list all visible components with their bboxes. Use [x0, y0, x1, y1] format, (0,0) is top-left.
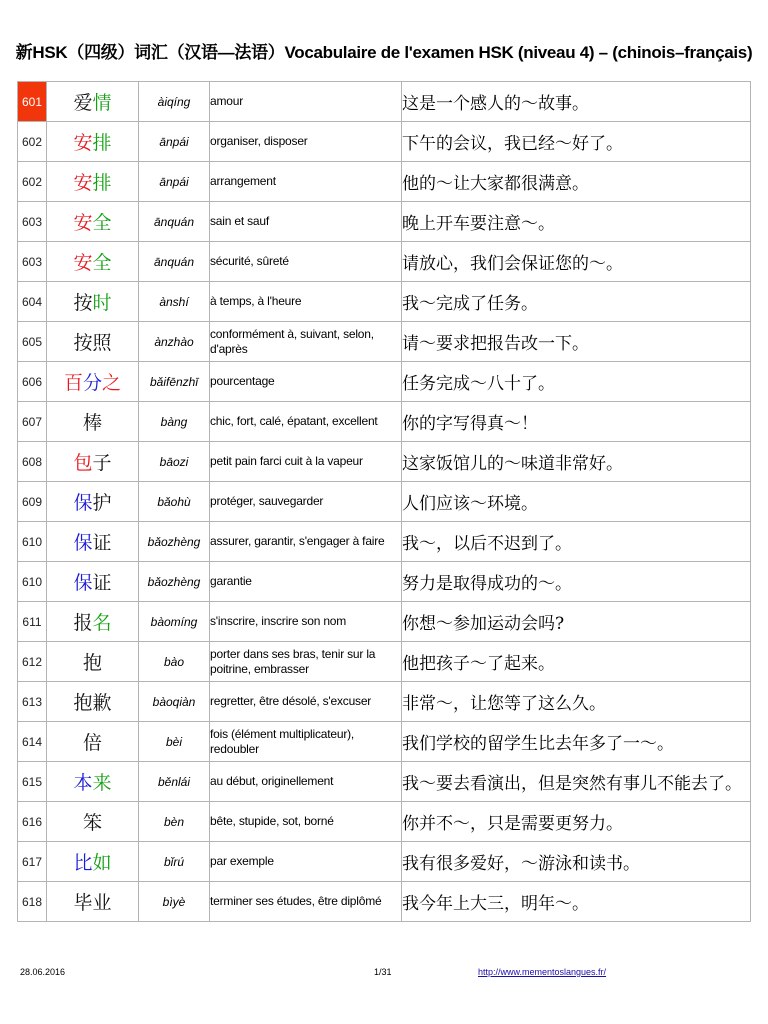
hanzi-character: 倍	[82, 732, 102, 754]
hanzi-word	[47, 842, 139, 882]
hanzi-word	[47, 562, 139, 602]
french-translation: pourcentage	[210, 362, 402, 402]
hanzi-word	[47, 442, 139, 482]
hanzi-character: 排	[92, 132, 112, 154]
pinyin: bǎifēnzhī	[139, 362, 210, 402]
hanzi-word	[47, 642, 139, 682]
french-translation: au début, originellement	[210, 762, 402, 802]
entry-number: 606	[18, 362, 47, 402]
hanzi-character: 百	[63, 372, 83, 394]
hanzi-word	[47, 762, 139, 802]
table-row	[18, 202, 751, 242]
hanzi-character: 歉	[92, 692, 112, 714]
hanzi-character: 名	[92, 612, 112, 634]
french-translation: protéger, sauvegarder	[210, 482, 402, 522]
french-translation: porter dans ses bras, tenir sur la poitrine, embrasser	[210, 642, 402, 682]
pinyin: bào	[139, 642, 210, 682]
entry-number: 609	[18, 482, 47, 522]
hanzi-character: 安	[73, 172, 93, 194]
example-sentence: 你想～参加运动会吗?	[402, 602, 751, 642]
entry-number: 608	[18, 442, 47, 482]
vocabulary-table	[17, 81, 751, 922]
pinyin: bǎozhèng	[139, 522, 210, 562]
table-row	[18, 162, 751, 202]
french-translation: chic, fort, calé, épatant, excellent	[210, 402, 402, 442]
entry-number: 612	[18, 642, 47, 682]
hanzi-word	[47, 722, 139, 762]
hanzi-word	[47, 602, 139, 642]
french-translation: organiser, disposer	[210, 122, 402, 162]
table-row	[18, 602, 751, 642]
table-row	[18, 842, 751, 882]
table-row	[18, 642, 751, 682]
entry-number: 602	[18, 122, 47, 162]
french-translation: regretter, être désolé, s'excuser	[210, 682, 402, 722]
hanzi-character: 全	[92, 252, 112, 274]
hanzi-character: 保	[73, 532, 93, 554]
french-translation: amour	[210, 82, 402, 122]
entry-number: 601	[18, 82, 47, 122]
pinyin: bǎozhèng	[139, 562, 210, 602]
pinyin: bǎohù	[139, 482, 210, 522]
french-translation: conformément à, suivant, selon, d'après	[210, 322, 402, 362]
hanzi-character: 本	[73, 772, 93, 794]
hanzi-word	[47, 242, 139, 282]
pinyin: bāozi	[139, 442, 210, 482]
footer-page-number: 1/31	[374, 967, 392, 977]
hanzi-character: 安	[73, 212, 93, 234]
table-row	[18, 242, 751, 282]
hanzi-character: 来	[92, 772, 112, 794]
example-sentence: 他的～让大家都很满意。	[402, 162, 751, 202]
table-row	[18, 682, 751, 722]
pinyin: ānquán	[139, 202, 210, 242]
table-row	[18, 362, 751, 402]
hanzi-word	[47, 882, 139, 922]
entry-number: 613	[18, 682, 47, 722]
pinyin: bèi	[139, 722, 210, 762]
hanzi-word	[47, 322, 139, 362]
entry-number: 611	[18, 602, 47, 642]
table-row	[18, 562, 751, 602]
hanzi-word	[47, 202, 139, 242]
hanzi-character: 分	[82, 372, 102, 394]
example-sentence: 任务完成～八十了。	[402, 362, 751, 402]
entry-number: 615	[18, 762, 47, 802]
example-sentence: 人们应该～环境。	[402, 482, 751, 522]
example-sentence: 努力是取得成功的～。	[402, 562, 751, 602]
hanzi-word	[47, 122, 139, 162]
table-row	[18, 722, 751, 762]
example-sentence: 非常～，让您等了这么久。	[402, 682, 751, 722]
pinyin: bìyè	[139, 882, 210, 922]
hanzi-character: 保	[73, 572, 93, 594]
hanzi-character: 照	[92, 332, 112, 354]
hanzi-character: 全	[92, 212, 112, 234]
pinyin: bǐrú	[139, 842, 210, 882]
hanzi-word	[47, 162, 139, 202]
french-translation: à temps, à l'heure	[210, 282, 402, 322]
pinyin: ānpái	[139, 162, 210, 202]
hanzi-character: 笨	[82, 812, 102, 834]
vocabulary-table-body	[18, 82, 751, 922]
hanzi-word	[47, 682, 139, 722]
pinyin: bèn	[139, 802, 210, 842]
table-row	[18, 762, 751, 802]
example-sentence: 这家饭馆儿的～味道非常好。	[402, 442, 751, 482]
hanzi-word	[47, 82, 139, 122]
french-translation: fois (élément multiplicateur), redoubler	[210, 722, 402, 762]
hanzi-word	[47, 362, 139, 402]
table-row	[18, 522, 751, 562]
hanzi-character: 爱	[73, 92, 93, 114]
hanzi-word	[47, 522, 139, 562]
pinyin: àiqíng	[139, 82, 210, 122]
entry-number: 602	[18, 162, 47, 202]
example-sentence: 我们学校的留学生比去年多了一～。	[402, 722, 751, 762]
table-row	[18, 402, 751, 442]
hanzi-character: 抱	[73, 692, 93, 714]
hanzi-character: 抱	[82, 652, 102, 674]
hanzi-character: 安	[73, 132, 93, 154]
pinyin: bàng	[139, 402, 210, 442]
pinyin: bàoqiàn	[139, 682, 210, 722]
french-translation: sain et sauf	[210, 202, 402, 242]
hanzi-character: 排	[92, 172, 112, 194]
entry-number: 616	[18, 802, 47, 842]
entry-number: 603	[18, 242, 47, 282]
example-sentence: 请～要求把报告改一下。	[402, 322, 751, 362]
example-sentence: 他把孩子～了起来。	[402, 642, 751, 682]
table-row	[18, 322, 751, 362]
entry-number: 604	[18, 282, 47, 322]
example-sentence: 这是一个感人的～故事。	[402, 82, 751, 122]
hanzi-character: 包	[73, 452, 93, 474]
entry-number: 614	[18, 722, 47, 762]
table-row	[18, 802, 751, 842]
table-row	[18, 122, 751, 162]
french-translation: terminer ses études, être diplômé	[210, 882, 402, 922]
pinyin: ānpái	[139, 122, 210, 162]
table-row	[18, 282, 751, 322]
hanzi-character: 按	[73, 332, 93, 354]
hanzi-word	[47, 282, 139, 322]
table-row	[18, 82, 751, 122]
hanzi-character: 证	[92, 532, 112, 554]
hanzi-character: 时	[92, 292, 112, 314]
french-translation: bête, stupide, sot, borné	[210, 802, 402, 842]
example-sentence: 我有很多爱好，～游泳和读书。	[402, 842, 751, 882]
table-row	[18, 482, 751, 522]
example-sentence: 你的字写得真～！	[402, 402, 751, 442]
pinyin: ànzhào	[139, 322, 210, 362]
hanzi-character: 如	[92, 852, 112, 874]
example-sentence: 我今年上大三，明年～。	[402, 882, 751, 922]
example-sentence: 下午的会议，我已经～好了。	[402, 122, 751, 162]
entry-number: 603	[18, 202, 47, 242]
french-translation: par exemple	[210, 842, 402, 882]
entry-number: 617	[18, 842, 47, 882]
example-sentence: 我～，以后不迟到了。	[402, 522, 751, 562]
example-sentence: 晚上开车要注意～。	[402, 202, 751, 242]
footer-website-link[interactable]: http://www.mementoslangues.fr/	[478, 967, 607, 977]
hanzi-character: 子	[92, 452, 112, 474]
hanzi-character: 毕	[73, 892, 93, 914]
entry-number: 618	[18, 882, 47, 922]
entry-number: 610	[18, 562, 47, 602]
example-sentence: 请放心，我们会保证您的～。	[402, 242, 751, 282]
pinyin: bàomíng	[139, 602, 210, 642]
hanzi-character: 按	[73, 292, 93, 314]
french-translation: garantie	[210, 562, 402, 602]
entry-number: 605	[18, 322, 47, 362]
hanzi-character: 保	[73, 492, 93, 514]
hanzi-word	[47, 802, 139, 842]
french-translation: arrangement	[210, 162, 402, 202]
pinyin: ànshí	[139, 282, 210, 322]
french-translation: assurer, garantir, s'engager à faire	[210, 522, 402, 562]
hanzi-character: 护	[92, 492, 112, 514]
hanzi-character: 之	[102, 372, 122, 394]
french-translation: sécurité, sûreté	[210, 242, 402, 282]
entry-number: 610	[18, 522, 47, 562]
pinyin: ānquán	[139, 242, 210, 282]
footer-date: 28.06.2016	[20, 967, 66, 977]
hanzi-character: 安	[73, 252, 93, 274]
table-row	[18, 882, 751, 922]
hanzi-character: 业	[92, 892, 112, 914]
entry-number: 607	[18, 402, 47, 442]
example-sentence: 你并不～，只是需要更努力。	[402, 802, 751, 842]
example-sentence: 我～要去看演出，但是突然有事儿不能去了。	[402, 762, 751, 802]
hanzi-character: 棒	[82, 412, 102, 434]
hanzi-character: 证	[92, 572, 112, 594]
french-translation: petit pain farci cuit à la vapeur	[210, 442, 402, 482]
hanzi-character: 情	[92, 92, 112, 114]
example-sentence: 我～完成了任务。	[402, 282, 751, 322]
hanzi-word	[47, 482, 139, 522]
page-title: 新HSK（四级）词汇（汉语—法语）Vocabulaire de l'examen HSK (niveau 4) – (chinois–français)	[15, 43, 753, 62]
pinyin: běnlái	[139, 762, 210, 802]
french-translation: s'inscrire, inscrire son nom	[210, 602, 402, 642]
hanzi-character: 比	[73, 852, 93, 874]
table-row	[18, 442, 751, 482]
hanzi-word	[47, 402, 139, 442]
hanzi-character: 报	[73, 612, 93, 634]
